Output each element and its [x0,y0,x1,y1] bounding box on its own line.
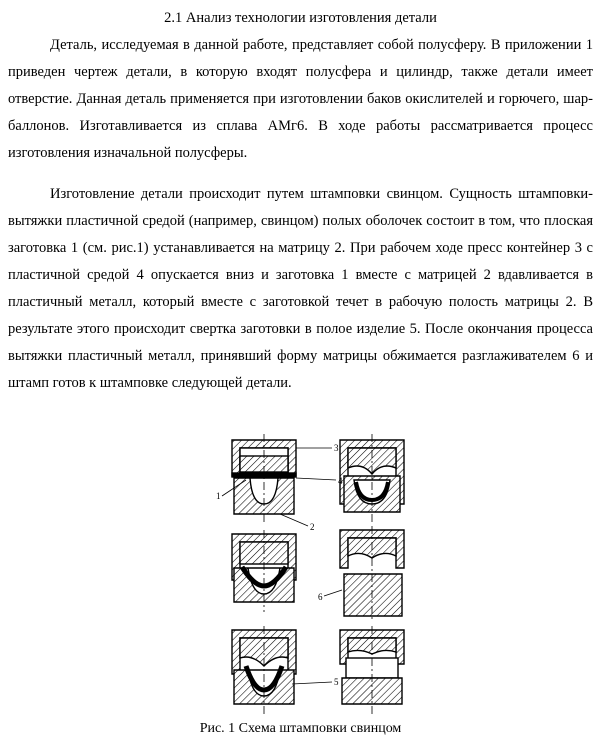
label-6: 6 [318,592,323,602]
stage-4 [340,526,404,622]
stage-6 [340,626,404,714]
paragraph-2: Изготовление детали происходит путем штамповки свинцом. Сущность штамповки-вытяжки пластичной средой (например, свинцом) полых оболочек состоит в том, что плоская заготовка 1 (см. рис.1) устанавливается на матрицу 2. При рабочем ходе пресс контейнер 3 с пластичной средой 4 опускается вниз и заготовка 1 вместе с матрицей 2 вдавливается в пластичный металл, который вместе с заготовкой течет в рабочую полость матрицы 2. В результате этого происходит свертка заготовки в полое изделие 5. После окончания процесса вытяжки пластичный металл, принявший форму матрицы обжимается разглаживателем 6 и штамп готов к штамповке следующей детали. [8,186,593,391]
label-2: 2 [310,522,315,532]
stamping-diagram [212,434,452,718]
section-heading: 2.1 Анализ технологии изготовления детали [164,10,437,26]
label-3: 3 [334,443,339,453]
label-1: 1 [216,491,221,501]
label-5: 5 [334,677,339,687]
stage-2 [340,434,404,524]
label-4: 4 [338,476,343,486]
figure-caption: Рис. 1 Схема штамповки свинцом [199,721,402,736]
stage-3 [232,530,296,612]
paragraph-1: Деталь, исследуемая в данной работе, представляет собой полусферу. В приложении 1 приведен чертеж детали, в которую входят полусфера и цилиндр, также детали имеет отверстие. Данная деталь применяется при изготовлении баков окислителей и горючего, шар-баллонов. Изготавливается из сплава АМг6. В ходе работы рассматривается процесс изготовления изначальной полусферы. [8,37,593,161]
stage-1 [232,434,296,524]
stage-5 [232,626,296,714]
